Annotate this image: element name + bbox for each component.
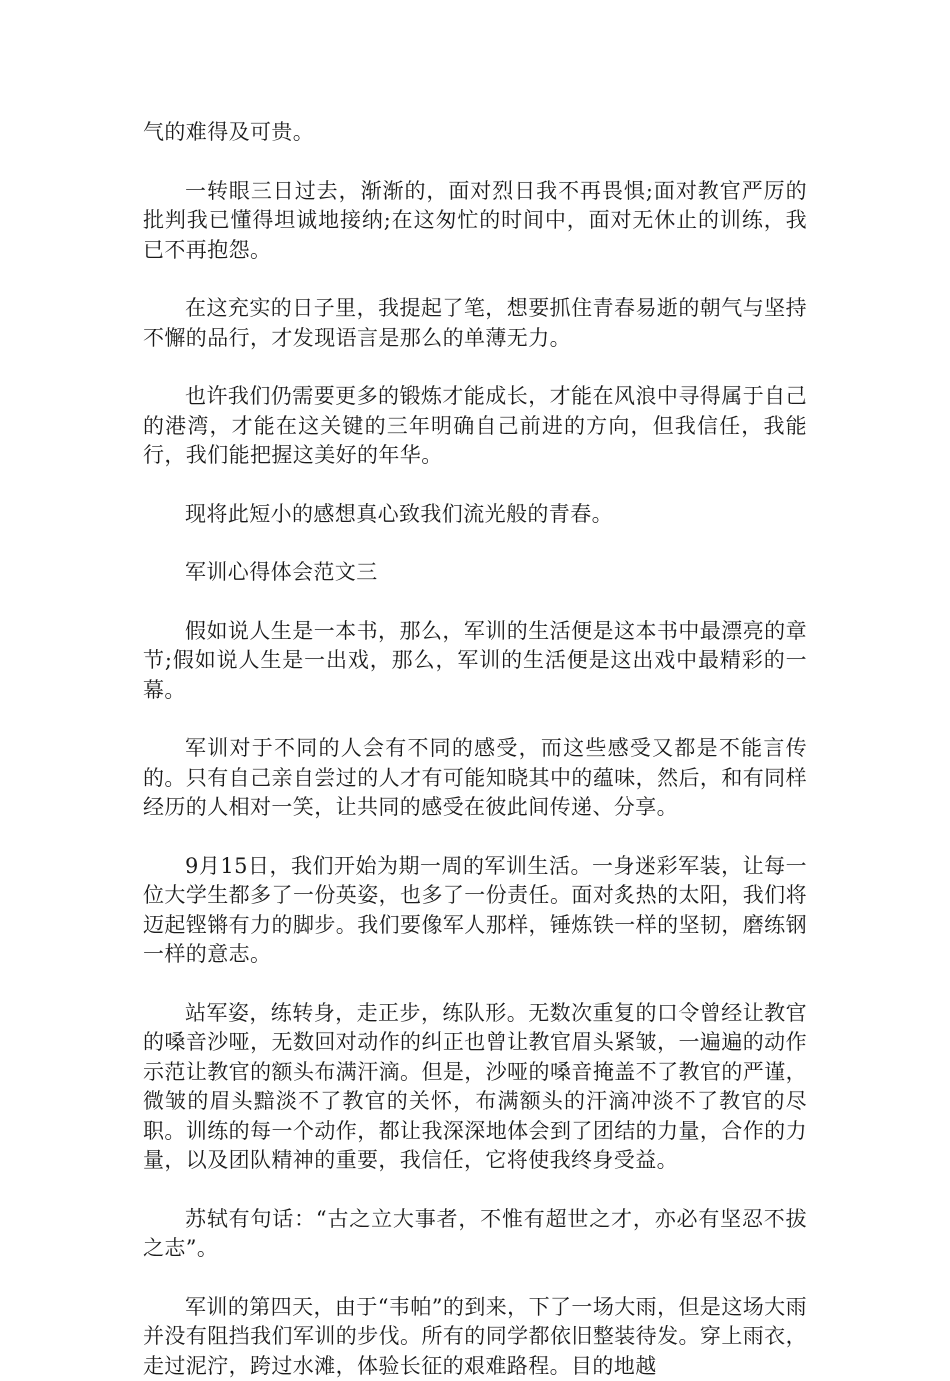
paragraph-9: 9月15日，我们开始为期一周的军训生活。一身迷彩军装，让每一位大学生都多了一份英姿，也多了一份责任。面对炙热的太阳，我们将迈起铿锵有力的脚步。我们要像军人那样，锤炼铁一样的坚韧，磨练钢一样的意志。 (143, 852, 807, 970)
paragraph-2: 一转眼三日过去，渐渐的，面对烈日我不再畏惧;面对教官严厉的批判我已懂得坦诚地接纳;在这匆忙的时间中，面对无休止的训练，我已不再抱怨。 (143, 177, 807, 266)
paragraph-4: 也许我们仍需要更多的锻炼才能成长，才能在风浪中寻得属于自己的港湾，才能在这关键的三年明确自己前进的方向，但我信任，我能行，我们能把握这美好的年华。 (143, 382, 807, 471)
paragraph-3: 在这充实的日子里，我提起了笔，想要抓住青春易逝的朝气与坚持不懈的品行，才发现语言是那么的单薄无力。 (143, 294, 807, 353)
paragraph-8: 军训对于不同的人会有不同的感受，而这些感受又都是不能言传的。只有自己亲自尝过的人才有可能知晓其中的蕴味，然后，和有同样经历的人相对一笑，让共同的感受在彼此间传递、分享。 (143, 734, 807, 823)
paragraph-1: 气的难得及可贵。 (143, 118, 807, 148)
paragraph-7: 假如说人生是一本书，那么，军训的生活便是这本书中最漂亮的章节;假如说人生是一出戏，那么，军训的生活便是这出戏中最精彩的一幕。 (143, 617, 807, 706)
paragraph-10: 站军姿，练转身，走正步，练队形。无数次重复的口令曾经让教官的嗓音沙哑，无数回对动作的纠正也曾让教官眉头紧皱，一遍遍的动作示范让教官的额头布满汗滴。但是，沙哑的嗓音掩盖不了教官的严谨，微皱的眉头黯淡不了教官的关怀，布满额头的汗滴冲淡不了教官的尽职。训练的每一个动作，都让我深深地体会到了团结的力量，合作的力量，以及团队精神的重要，我信任，它将使我终身受益。 (143, 999, 807, 1176)
document-body (143, 118, 807, 1381)
section-heading: 军训心得体会范文三 (143, 558, 807, 588)
paragraph-11: 苏轼有句话：“古之立大事者，不惟有超世之才，亦必有坚忍不拔之志”。 (143, 1205, 807, 1264)
paragraph-5: 现将此短小的感想真心致我们流光般的青春。 (143, 500, 807, 530)
paragraph-12: 军训的第四天，由于“韦帕”的到来，下了一场大雨，但是这场大雨并没有阻挡我们军训的步伐。所有的同学都依旧整装待发。穿上雨衣，走过泥泞，跨过水滩，体验长征的艰难路程。目的地越 (143, 1293, 807, 1381)
